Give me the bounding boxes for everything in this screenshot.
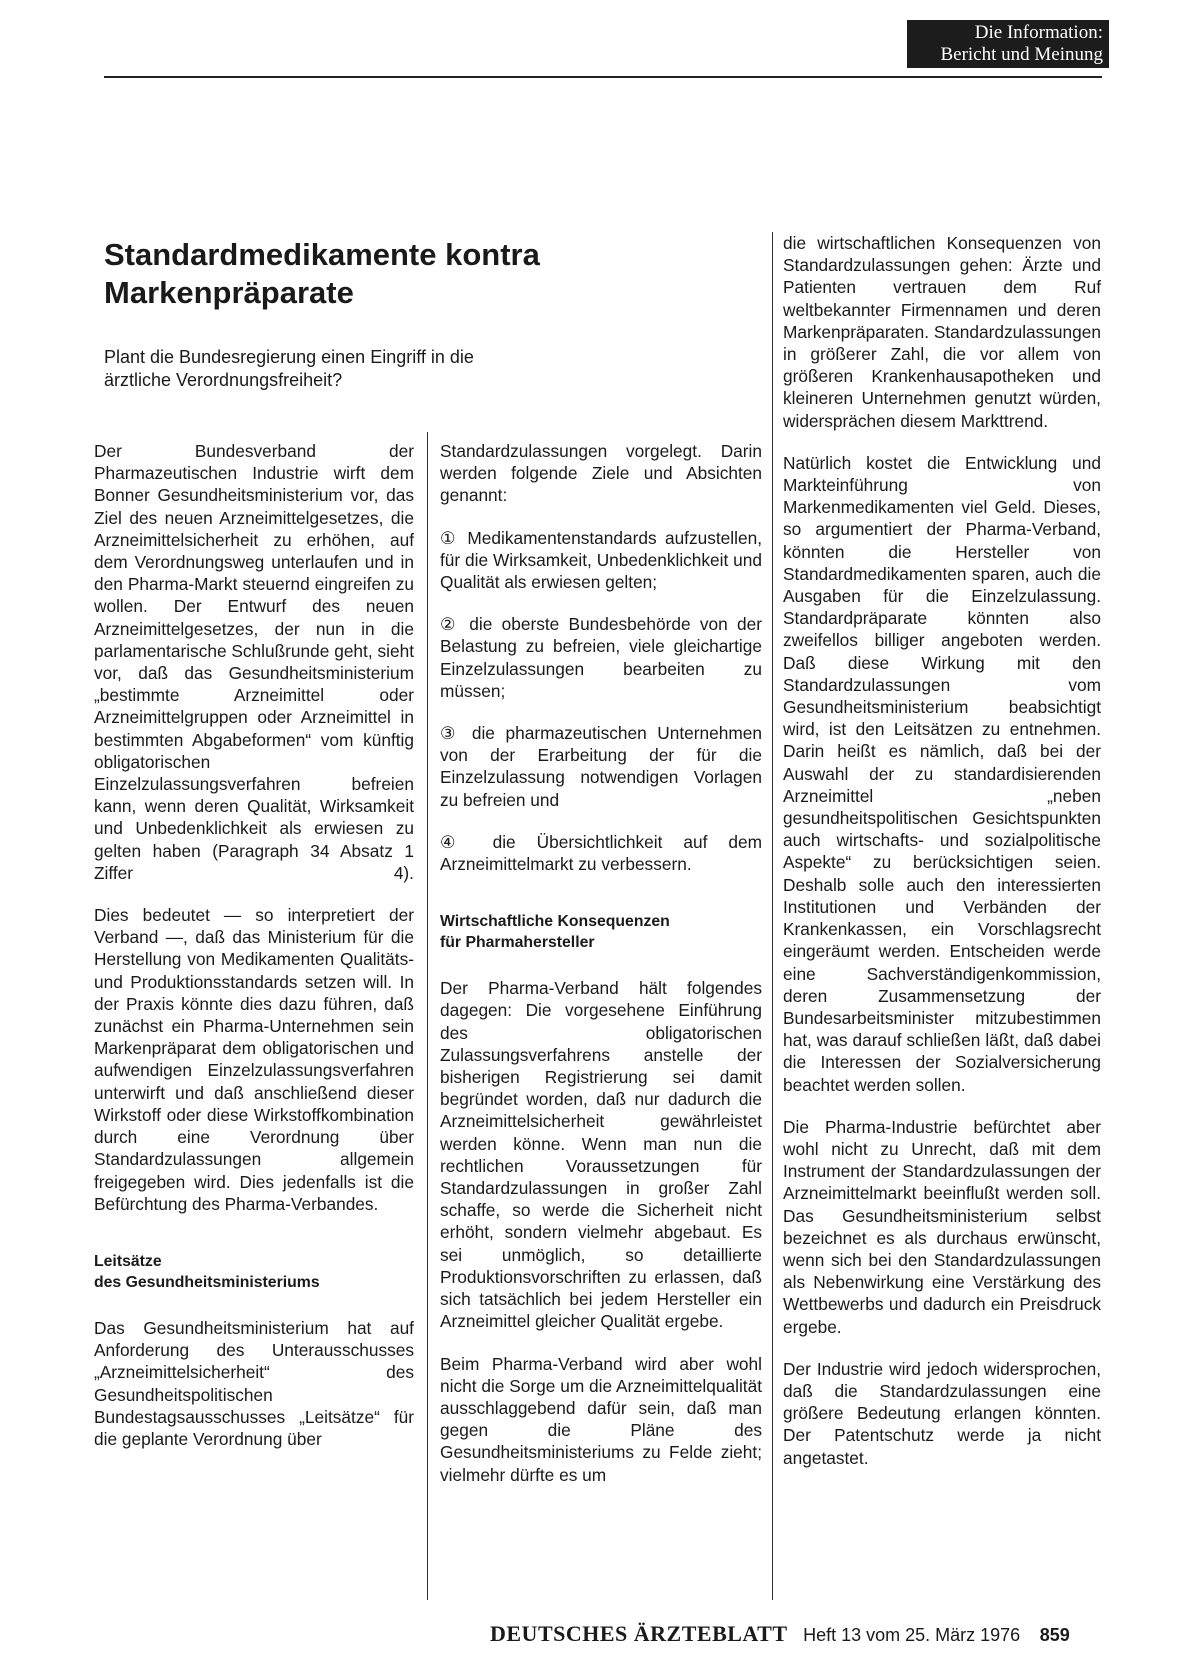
list-item: ④ die Übersichtlichkeit auf dem Arzneimittelmarkt zu verbessern. [440, 831, 762, 875]
paragraph: Die Pharma-Industrie befürchtet aber wohl nicht zu Unrecht, daß mit dem Instrument der Standardzulassungen der Arzneimittelmarkt beeinflußt werden soll. Das Gesundheitsministerium selbst bezeichnet es als durchaus erwünscht, wenn sich bei den Standardzulassungen als Nebenwirkung eine Verstärkung des Wettbewerbs und dadurch ein Preisdruck ergebe. [783, 1116, 1101, 1337]
issue-info: Heft 13 vom 25. März 1976 [803, 1625, 1021, 1645]
section-heading [94, 1251, 414, 1293]
column-divider [772, 232, 773, 1600]
column-1 [94, 440, 414, 1450]
column-divider [427, 432, 428, 1600]
section-heading-line1: Leitsätze [94, 1252, 162, 1270]
section-heading-line1: Wirtschaftliche Konsequenzen [440, 913, 670, 931]
paragraph: die wirtschaftlichen Konsequenzen von Standardzulassungen gehen: Ärzte und Patienten vertrauen dem Ruf weltbekannter Firmennamen und deren Markenpräparaten. Standardzulassungen in größerer Zahl, die vor allem von größeren Krankenhausapotheken und kleineren Unternehmen genutzt würden, widersprächen diesem Markttrend. [783, 233, 1101, 431]
column-2 [440, 440, 762, 1486]
paragraph: Dies bedeutet — so interpretiert der Verband —, daß das Ministerium für die Herstellung von Medikamenten Qualitäts- und Produktionsstandards setzen will. In der Praxis könnte dies dazu führen, daß zunächst ein Pharma-Unternehmen sein Markenpräparat dem obligatorischen und aufwendigen Einzelzulassungsverfahren unterwirft und daß anschließend dieser Wirkstoff oder diese Wirkstoffkombination durch eine Verordnung über Standardzulassungen allgemein freigegeben wird. Dies jedenfalls ist die Befürchtung des Pharma-Verbandes. [94, 905, 414, 1214]
paragraph: Der Industrie wird jedoch widersprochen, daß die Standardzulassungen eine größere Bedeutung erlangen könnten. Der Patentschutz werde ja nicht angetastet. [783, 1358, 1101, 1468]
article-title [104, 236, 664, 312]
article-subtitle-line1: Plant die Bundesregierung einen Eingriff in die [104, 347, 474, 367]
article-subtitle [104, 346, 664, 392]
section-label-line1: Die Information: [974, 22, 1103, 43]
journal-name: DEUTSCHES ÄRZTEBLATT [490, 1621, 788, 1646]
article-title-line2: Markenpräparate [104, 275, 354, 310]
section-heading-line2: des Gesundheitsministeriums [94, 1273, 320, 1291]
list-item: ① Medikamentenstandards aufzustellen, für die Wirksamkeit, Unbedenklichkeit und Qualität als erwiesen gelten; [440, 527, 762, 593]
section-heading-line2: für Pharmahersteller [440, 934, 595, 952]
page-number: 859 [1039, 1625, 1070, 1645]
column-3 [783, 232, 1101, 1469]
section-label-line2: Bericht und Meinung [940, 44, 1103, 65]
list-item: ② die oberste Bundesbehörde von der Belastung zu befreien, viele gleichartige Einzelzulassungen bearbeiten zu müssen; [440, 614, 762, 701]
paragraph: Der Pharma-Verband hält folgendes dagegen: Die vorgesehene Einführung des obligatorischen Zulassungsverfahrens anstelle der bisherigen Registrierung sei damit begründet worden, daß nur dadurch die Arzneimittelsicherheit gewährleistet werden könne. Wenn man nun die rechtlichen Voraussetzungen für Standardzulassungen in großer Zahl schaffe, so werde die Sicherheit nicht erhöht, sondern vielmehr abgebaut. Es sei unmöglich, so detaillierte Produktionsvorschriften zu erlassen, daß sich tatsächlich bei jedem Hersteller ein Arzneimittel gleicher Qualität ergebe. [440, 978, 762, 1332]
paragraph: Beim Pharma-Verband wird aber wohl nicht die Sorge um die Arzneimittelqualität ausschlaggebend dafür sein, daß man gegen die Pläne des Gesundheitsministeriums zu Felde zieht; vielmehr dürfte es um [440, 1353, 762, 1485]
article-title-line1: Standardmedikamente kontra [104, 237, 540, 272]
section-label [907, 20, 1109, 68]
paragraph: Der Bundesverband der Pharmazeutischen Industrie wirft dem Bonner Gesundheitsministerium vor, das Ziel des neuen Arzneimittelgesetzes, die Arzneimittelsicherheit zu erhöhen, auf dem Verordnungsweg unterlaufen und in den Pharma-Markt steuernd eingreifen zu wollen. Der Entwurf des neuen Arzneimittelgesetzes, der nun in die parlamentarische Schlußrunde geht, sieht vor, daß das Gesundheitsministerium „bestimmte Arzneimittel oder Arzneimittelgruppen oder Arzneimittel in bestimmten Abgabeformen“ vom künftig obligatorischen Einzelzulassungsverfahren befreien kann, wenn deren Qualität, Wirksamkeit und Unbedenklichkeit als erwiesen zu gelten haben (Paragraph 34 Absatz 1 Ziffer 4). [94, 441, 414, 883]
paragraph: Standardzulassungen vorgelegt. Darin werden folgende Ziele und Absichten genannt: [440, 441, 762, 506]
page-footer [490, 1621, 1070, 1647]
header-rule [104, 76, 1102, 78]
paragraph: Das Gesundheitsministerium hat auf Anforderung des Unterausschusses „Arzneimittelsicherheit“ des Gesundheitspolitischen Bundestagsausschusses „Leitsätze“ für die geplante Verordnung über [94, 1317, 414, 1449]
section-heading [440, 911, 762, 953]
article-subtitle-line2: ärztliche Verordnungsfreiheit? [104, 370, 343, 390]
list-item: ③ die pharmazeutischen Unternehmen von der Erarbeitung der für die Einzelzulassung notwendigen Vorlagen zu befreien und [440, 723, 762, 810]
paragraph: Natürlich kostet die Entwicklung und Markteinführung von Markenmedikamenten viel Geld. Dieses, so argumentiert der Pharma-Verband, könnten die Hersteller von Standardmedikamenten sparen, auch die Ausgaben für die Einzelzulassung. Standardpräparate könnten also zweifellos billiger angeboten werden. Daß diese Wirkung mit den Standardzulassungen vom Gesundheitsministerium beabsichtigt wird, ist den Leitsätzen zu entnehmen. Darin heißt es nämlich, daß bei der Auswahl der zu standardisierenden Arzneimittel „neben gesundheitspolitischen Gesichtspunkten auch wirtschafts- und sozialpolitische Aspekte“ zu berücksichtigen seien. Deshalb solle auch den interessierten Institutionen und Verbänden der Krankenkassen, ein Vorschlagsrecht eingeräumt werden. Entscheiden werde eine Sachverständigenkommission, deren Zusammensetzung der Bundesarbeitsminister mitzubestimmen hat, was darauf schließen läßt, daß dabei die Interessen der Sozialversicherung beachtet werden sollen. [783, 452, 1101, 1095]
